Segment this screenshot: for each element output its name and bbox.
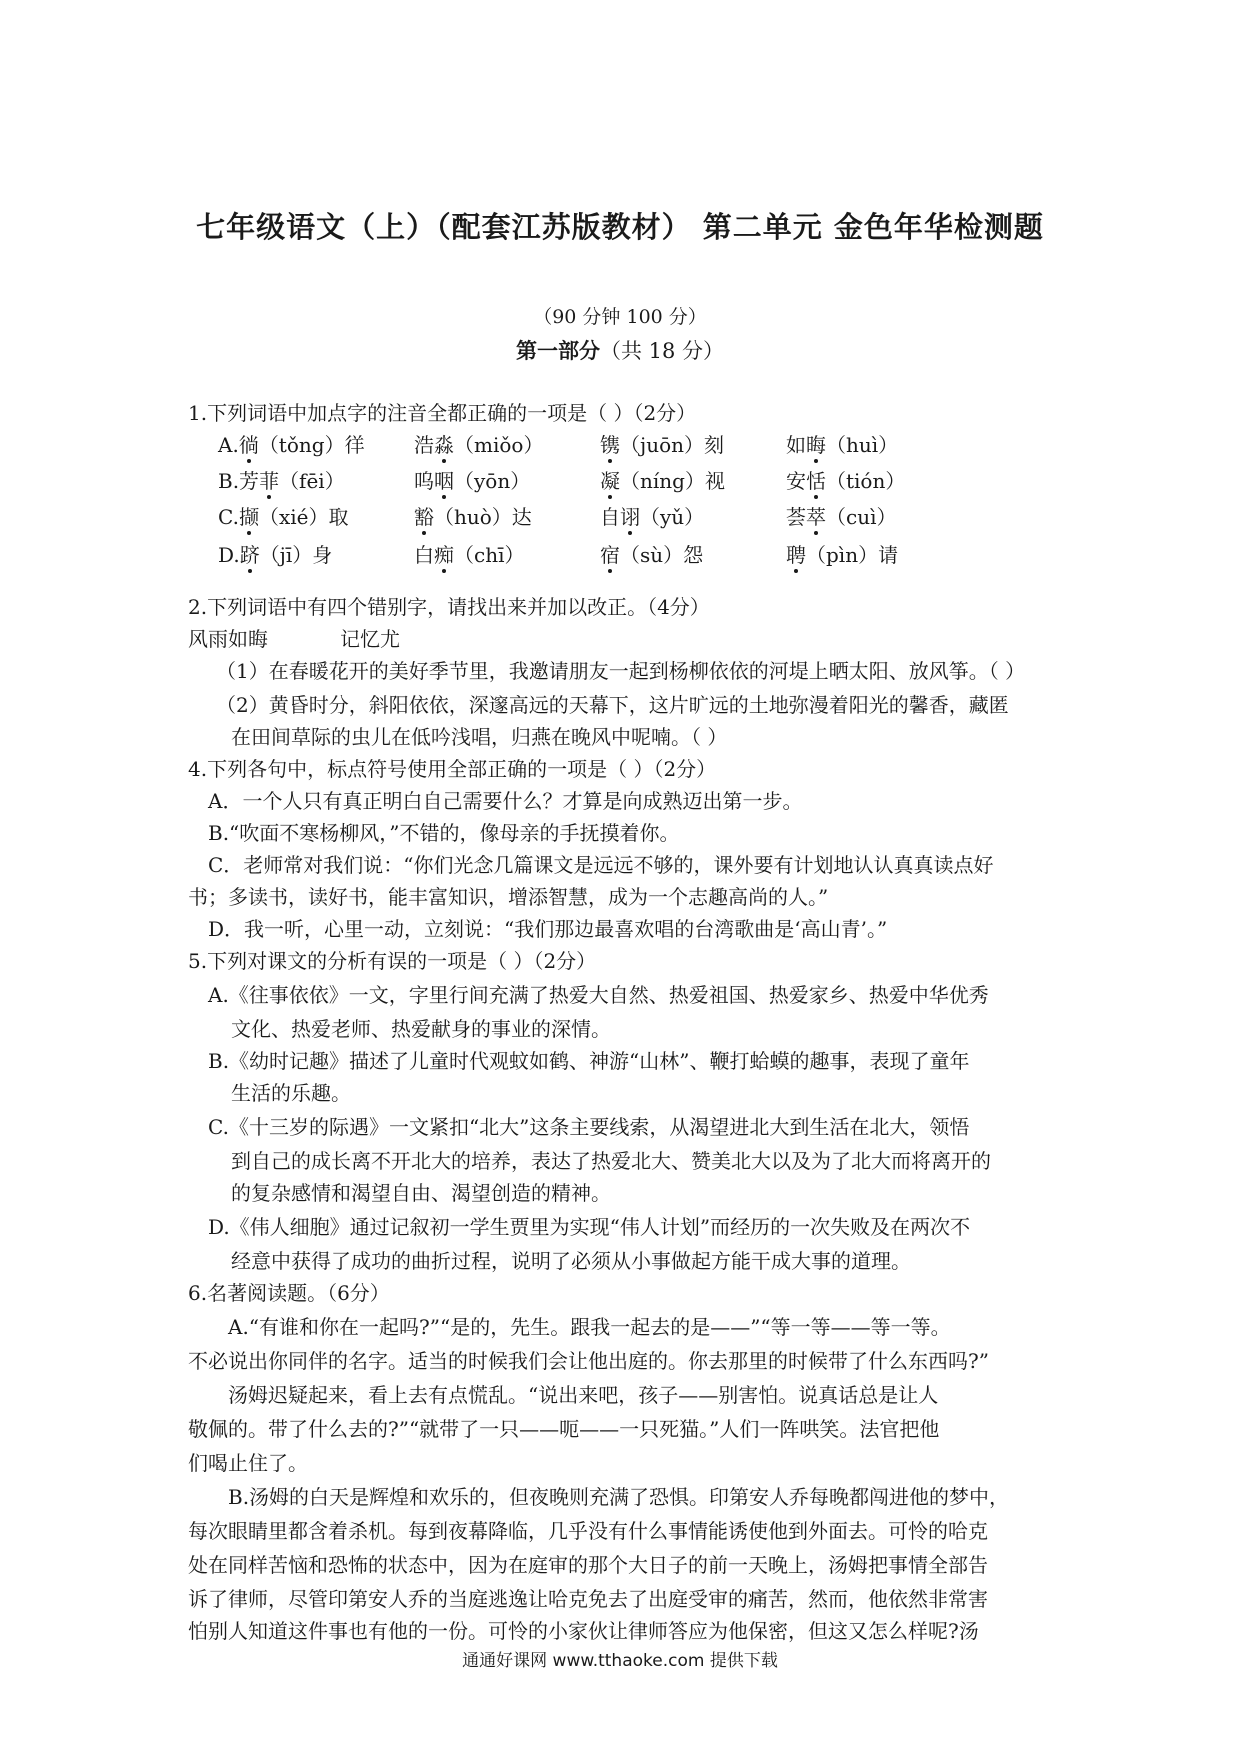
q1-option-pinyin: （sù）怨 [620,543,704,567]
q1-option-pinyin: （níng）视 [620,469,725,493]
q1-dotted-character: 豁 [414,505,434,529]
q1-dotted-character: 凝 [600,469,620,493]
q1-option-pinyin: （jī）身 [259,543,333,567]
q1-dotted-character: 痴 [434,543,454,567]
q1-option-prefix: 荟 [786,505,806,529]
q1-option-item [218,432,365,458]
q6-passage-a-line-1: A.“有谁和你在一起吗?”“是的，先生。跟我一起去的是——”“等一等——等一等。 [228,1315,951,1339]
q1-option-pinyin: （yōn） [454,469,531,493]
question-6-stem: 6.名著阅读题。（6分） [188,1281,390,1305]
q1-option-item [786,432,898,458]
q6-passage-a-line-4: 敬佩的。带了什么去的?”“就带了一只——呃——一只死猫。”人们一阵哄笑。法官把他 [188,1417,940,1441]
q1-option-pinyin: （cuì） [826,505,897,529]
q1-option-pinyin: （huò）达 [434,505,532,529]
q1-option-item [218,468,345,494]
q3-sentence-1: （1）在春暖花开的美好季节里，我邀请朋友一起到杨柳依依的河堤上晒太阳、放风筝。（ ） [216,659,1026,683]
q5-option-a-line-2: 文化、热爱老师、热爱献身的事业的深情。 [231,1017,611,1041]
q1-option-pinyin: （pìn）请 [806,543,899,567]
q5-option-c-line-2: 到自己的成长离不开北大的培养，表达了热爱北大、赞美北大以及为了北大而将离开的 [231,1149,991,1173]
q1-dotted-character: 撷 [238,505,259,529]
q5-option-c-line-3: 的复杂感情和渴望自由、渴望创造的精神。 [231,1181,611,1205]
q1-option-pinyin: （chī） [454,543,525,567]
page-title: 七年级语文（上）（配套江苏版教材） 第二单元 金色年华检测题 [196,210,1044,244]
q6-passage-b-line-5: 怕别人知道这件事也有他的一份。可怜的小家伙让律师答应为他保密，但这又怎么样呢?汤 [188,1619,979,1643]
q1-option-item [414,504,532,530]
q1-option-item [600,432,724,458]
q4-option-c-line-2: 书；多读书，读好书，能丰富知识，增添智慧，成为一个志趣高尚的人。” [188,885,829,909]
q1-option-prefix: A. [218,433,239,457]
q1-option-item [786,468,905,494]
q1-option-item [600,468,725,494]
q3-sentence-2-line-1: （2）黄昏时分，斜阳依依，深邃高远的天幕下，这片旷远的土地弥漫着阳光的馨香，藏匿 [216,693,1009,717]
q1-dotted-character: 跻 [239,543,260,567]
q3-sentence-2-line-2: 在田间草际的虫儿在低吟浅唱，归燕在晚风中呢喃。（ ） [231,725,728,749]
q1-option-prefix: 白 [414,543,434,567]
question-2-stem: 2.下列词语中有四个错别字，请找出来并加以改正。（4分） [188,595,710,619]
q1-option-pinyin: （huì） [826,433,899,457]
q4-option-d: D．我一听，心里一动，立刻说：“我们那边最喜欢唱的台湾歌曲是‘高山青’。” [208,917,888,941]
q1-option-pinyin: （yǔ） [640,505,705,529]
q1-dotted-character: 萃 [806,505,826,529]
q1-option-prefix: D. [218,543,240,567]
q5-option-d-line-2: 经意中获得了成功的曲折过程，说明了必须从小事做起方能干成大事的道理。 [231,1249,911,1273]
q1-option-item [600,504,704,530]
q1-dotted-character: 咽 [434,469,454,493]
q5-option-b-line-2: 生活的乐趣。 [231,1081,351,1105]
q1-option-prefix: 安 [786,469,806,493]
q6-passage-a-line-5: 们喝止住了。 [188,1451,308,1475]
q1-option-pinyin: （miǒo） [454,433,544,457]
q1-option-prefix: 如 [786,433,806,457]
q6-passage-b-line-3: 处在同样苦恼和恐怖的状态中，因为在庭审的那个大日子的前一天晚上，汤姆把事情全部告 [188,1553,988,1577]
q1-option-pinyin: （juōn）刻 [620,433,725,457]
q2-word-2: 记忆尤 [340,627,400,651]
q1-option-pinyin: （xié）取 [258,505,349,529]
q4-option-a: A．一个人只有真正明白自己需要什么？才算是向成熟迈出第一步。 [208,789,803,813]
q5-option-a-line-1: A.《往事依依》一文，字里行间充满了热爱大自然、热爱祖国、热爱家乡、热爱中华优秀 [208,983,989,1007]
question-1-stem: 1.下列词语中加点字的注音全都正确的一项是（ ）（2分） [188,401,697,425]
q1-dotted-character: 诩 [620,505,640,529]
q1-option-pinyin: （tǒng）徉 [258,433,365,457]
footer-download-note: 通通好课网 www.tthaoke.com 提供下载 [462,1651,778,1671]
q6-passage-b-line-2: 每次眼睛里都含着杀机。每到夜幕降临，几乎没有什么事情能诱使他到外面去。可怜的哈克 [188,1519,988,1543]
q1-option-prefix: 浩 [414,433,434,457]
question-5-stem: 5.下列对课文的分析有误的一项是（ ）（2分） [188,949,597,973]
q1-option-pinyin: （fēi） [279,469,345,493]
q1-option-prefix: C. [218,505,239,529]
q1-option-prefix: 自 [600,505,620,529]
q1-dotted-character: 聘 [786,543,806,567]
q1-option-item [414,432,543,458]
q2-word-1: 风雨如晦 [188,627,268,651]
q1-option-item [218,542,332,568]
q1-dotted-character: 宿 [600,543,620,567]
q5-option-b-line-1: B.《幼时记趣》描述了儿童时代观蚊如鹤、神游“山林”、鞭打蛤蟆的趣事，表现了童年 [208,1049,970,1073]
q5-option-c-line-1: C.《十三岁的际遇》一文紧扣“北大”这条主要线索，从渴望进北大到生活在北大，领悟 [208,1115,970,1139]
question-4-stem: 4.下列各句中，标点符号使用全部正确的一项是（ ）（2分） [188,757,717,781]
q6-passage-a-line-2: 不必说出你同伴的名字。适当的时候我们会让他出庭的。你去那里的时候带了什么东西吗?” [188,1349,989,1373]
q1-dotted-character: 淼 [434,433,454,457]
part-score: （共 18 分） [599,339,725,363]
q1-option-item [600,542,703,568]
q5-option-d-line-1: D.《伟人细胞》通过记叙初一学生贾里为实现“伟人计划”而经历的一次失败及在两次不 [208,1215,971,1239]
q6-passage-b-line-1: B.汤姆的白天是辉煌和欢乐的，但夜晚则充满了恐惧。印第安人乔每晚都闯进他的梦中， [228,1485,1010,1509]
q1-option-prefix: B.芳 [218,469,260,493]
part-label: 第一部分 [515,339,600,363]
q1-option-pinyin: （tión） [826,469,906,493]
q1-dotted-character: 菲 [259,469,280,493]
q6-passage-a-line-3: 汤姆迟疑起来，看上去有点慌乱。“说出来吧，孩子——别害怕。说真话总是让人 [228,1383,939,1407]
q6-passage-b-line-4: 诉了律师，尽管印第安人乔的当庭逃逸让哈克免去了出庭受审的痛苦，然而，他依然非常害 [188,1587,988,1611]
q1-dotted-character: 晦 [806,433,826,457]
q1-dotted-character: 镌 [600,433,620,457]
q4-option-c-line-1: C．老师常对我们说：“你们光念几篇课文是远远不够的，课外要有计划地认认真真读点好 [208,853,994,877]
q1-option-item [786,542,898,568]
exam-duration-score: （90 分钟 100 分） [533,306,707,328]
q1-option-prefix: 呜 [414,469,434,493]
q4-option-b: B.“吹面不寒杨柳风，”不错的，像母亲的手抚摸着你。 [208,821,680,845]
q1-option-item [414,542,524,568]
q1-option-item [218,504,348,530]
q1-dotted-character: 徜 [238,433,259,457]
part-heading [0,335,1240,365]
q1-option-item [414,468,530,494]
q1-dotted-character: 恬 [806,469,826,493]
q1-option-item [786,504,896,530]
